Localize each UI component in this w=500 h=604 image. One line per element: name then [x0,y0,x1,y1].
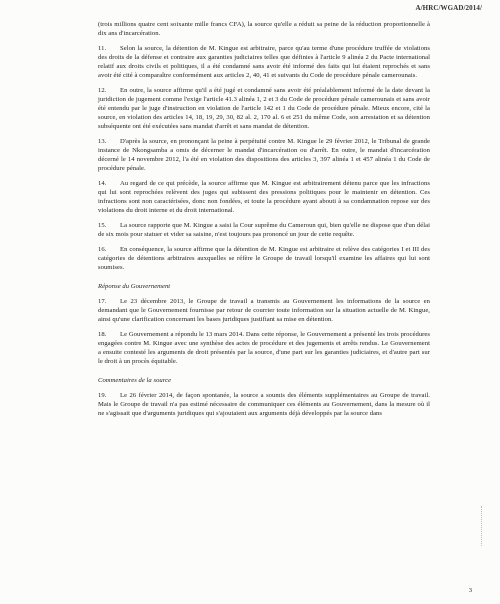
section-heading-source-comments: Commentaires de la source [98,377,172,384]
page-number: 3 [468,587,472,594]
paragraph-number: 18. [98,331,107,338]
paragraph-text: Selon la source, la détention de M. Kingue est arbitraire, parce qu'au terme d'une procédure truffée de violations des droits de la défense et contraire aux garanties judiciaires telles que définies à l'article 9 alinéa 2 du Pacte international relatif aux droits civils et politiques, il a été condamné sans avoir été informé des faits qui lui étaient reprochés et sans avoir été cité à comparaître conformément aux articles 2, 40, 41 et suivants du Code de procédure pénale camerounais. [98,45,430,79]
paragraph-text: D'après la source, en prononçant la peine à perpétuité contre M. Kingue le 29 février 2012, le Tribunal de grande instance de Nkongsamba a omis de décerner le mandat d'incarcération ou d'arrêt. En outre, le mandat d'incarcération décerné le 14 novembre 2012, l'a été en violation des dispositions des articles 3, 397 alinéa 1 et 457 alinéa 1 du Code de procédure pénale. [98,138,430,172]
paragraph-text: La source rapporte que M. Kingue a saisi la Cour suprême du Cameroun qui, bien qu'elle ne dispose que d'un délai de six mois pour statuer et vider sa saisine, n'est toujours pas prononcé un jour de cette requête. [98,222,430,238]
paragraph-11 [98,44,430,80]
paragraph-text: Le 23 décembre 2013, le Groupe de travail a transmis au Gouvernement les informations de la source en demandant que le Gouvernement fournisse par retour de courrier toute information sur la situation actuelle de M. Kingue, ainsi qu'une clarification concernant les bases juridiques justifiant sa mise en détention. [98,298,430,323]
paragraph-text: En conséquence, la source affirme que la détention de M. Kingue est arbitraire et relève des catégories I et III des catégories de détentions arbitraires auxquelles se réfère le Groupe de travail lorsqu'il examine les affaires qui lui sont soumises. [98,246,430,271]
paragraph-text: Au regard de ce qui précède, la source affirme que M. Kingue est arbitrairement détenu parce que les infractions qui lui sont reprochées relèvent des juges qui subissent des pressions politiques pour le maintenir en détention. Ces infractions sont non caractérisées, donc non fondées, et toute la procédure ayant abouti à sa condamnation repose sur des violations du droit interne et du droit international. [98,180,430,214]
paragraph-number: 11. [98,45,107,52]
paragraph-number: 15. [98,222,107,229]
paragraph-12 [98,86,430,131]
section-heading-government-reply: Réponse du Gouvernement [98,283,171,290]
paragraph-number: 12. [98,87,107,94]
paragraph-16 [98,245,430,272]
scan-artifact [478,506,482,546]
paragraph-text: En outre, la source affirme qu'il a été jugé et condamné sans avoir été préalablement informé de la date devant la juridiction de jugement comme l'exige l'article 41.3 alinéa 1, 2 et 3 du Code de procédure pénale camerounais et sans avoir été entendu par le juge d'instruction en violation de l'article 142 et 1 du Code de procédure pénale. Mieux encore, cité la source, en violation des articles 14, 18, 19, 29, 30, 82 al. 2, 170 al. 6 et 251 du même Code, son arrestation et sa détention subséquente ont été exécutées sans mandat d'arrêt et sans mandat de détention. [98,87,430,130]
paragraph-text: Le Gouvernement a répondu le 13 mars 2014. Dans cette réponse, le Gouvernement a présenté les trois procédures engagées contre M. Kingue avec une synthèse des actes de procédure et des jugements et arrêts rendus. Le Gouvernement a ensuite contesté les arguments de droit présentés par la source, d'une part sur les garanties judiciaires, et d'autre part sur le droit à un procès équitable. [98,331,430,365]
paragraph-number: 13. [98,138,107,145]
document-body [98,20,430,424]
paragraph-text: (trois millions quatre cent soixante mille francs CFA), la source qu'elle a réduit sa peine de la réduction proportionnelle à dix ans d'incarcération. [98,21,430,37]
paragraph-text: Le 26 février 2014, de façon spontanée, la source a soumis des éléments supplémentaires au Groupe de travail. Mais le Groupe de travail n'a pas estimé nécessaire de communiquer ces éléments au Gouvernement, dans la mesure où il ne s'agissait que d'arguments juridiques qui s'ajoutaient aux arguments déjà développés par la source dans [98,392,430,417]
paragraph-0 [98,20,430,38]
paragraph-14 [98,179,430,215]
document-symbol: A/HRC/WGAD/2014/ [415,4,482,12]
paragraph-18 [98,330,430,366]
paragraph-19 [98,391,430,418]
paragraph-number: 14. [98,180,107,187]
paragraph-number: 16. [98,246,107,253]
paragraph-number: 17. [98,298,107,305]
paragraph-15 [98,221,430,239]
paragraph-number: 19. [98,392,107,399]
paragraph-17 [98,297,430,324]
paragraph-13 [98,137,430,173]
